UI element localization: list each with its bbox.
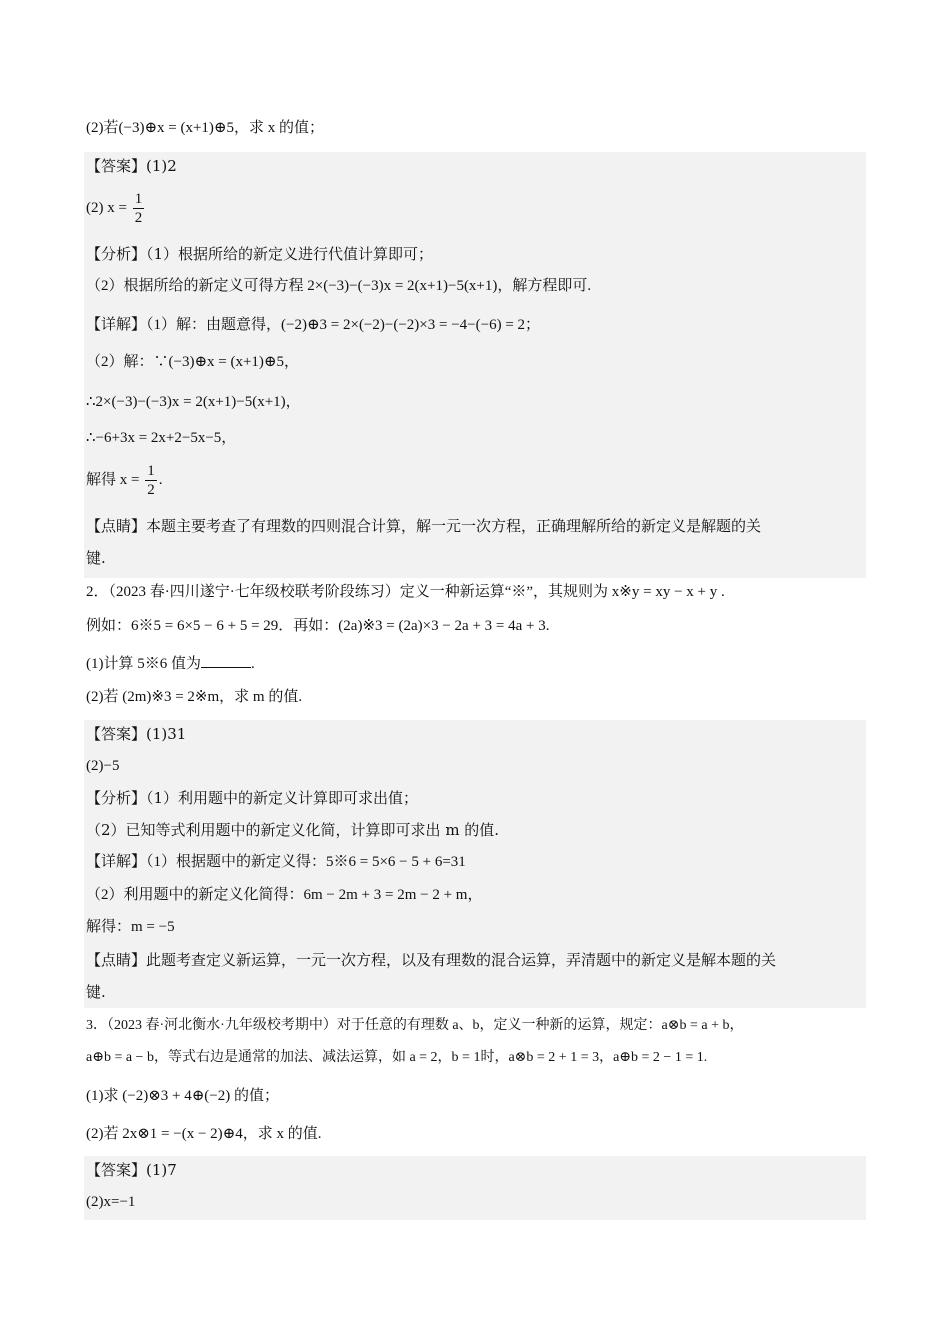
problem-3-statement-cont: a⊕b = a − b，等式右边是通常的加法、减法运算，如 a = 2，b = 1时，a⊗b = 2 + 1 = 3，a⊕b = 2 − 1 = 1. (86, 1050, 708, 1065)
analysis-line-1: 【分析】（1）利用题中的新定义计算即可求出值； (86, 789, 419, 807)
problem-3-statement: 3．（2023 春·河北衡水·九年级校考期中）对于任意的有理数 a、b，定义一种新的运算，规定：a⊗b = a + b， (86, 1018, 744, 1033)
problem-2-part-1: (1)计算 5※6 值为 . (86, 653, 255, 674)
problem-3-part-2: (2)若 2x⊗1 = −(x − 2)⊕4，求 x 的值. (86, 1126, 322, 1142)
detail-line-3: 解得：m = −5 (86, 919, 175, 935)
solution-line: 解得 x = $\frac{1}{2}$ . (86, 463, 163, 498)
detail-line-2: （2）解：∵(−3)⊕x = (x+1)⊕5， (86, 354, 299, 370)
answer-label: 【答案】(1)31 (86, 725, 187, 743)
answer-part-2: (2)x=−1 (86, 1194, 136, 1210)
problem-2-part-2: (2)若 (2m)※3 = 2※m，求 m 的值. (86, 689, 303, 705)
detail-line-3: ∴2×(−3)−(−3)x = 2(x+1)−5(x+1)， (86, 394, 301, 410)
analysis-line-2: （2）根据所给的新定义可得方程 2×(−3)−(−3)x = 2(x+1)−5(x+1)，解方程即可. (86, 278, 592, 294)
comment-line-2: 键. (86, 983, 106, 1001)
analysis-line-2: （2）已知等式利用题中的新定义化简，计算即可求出 m 的值. (86, 821, 500, 839)
detail-line-1: 【详解】（1）解：由题意得，(−2)⊕3 = 2×(−2)−(−2)×3 = −4−(−6) = 2； (86, 317, 541, 333)
solution-block-3 (84, 1156, 866, 1220)
detail-line-2: （2）利用题中的新定义化简得：6m − 2m + 3 = 2m − 2 + m， (86, 887, 483, 903)
fraction: $\frac{1}{2}$ (147, 463, 155, 498)
comment-line-2: 键. (86, 549, 106, 567)
problem-2-example: 例如：6※5 = 6×5 − 6 + 5 = 29．再如：(2a)※3 = (2a)×3 − 2a + 3 = 4a + 3. (86, 618, 550, 634)
answer-blank (201, 653, 251, 668)
comment-line-1: 【点睛】本题主要考查了有理数的四则混合计算，解一元一次方程，正确理解所给的新定义是解题的关 (86, 517, 762, 535)
question-part-2: (2)若(−3)⊕x = (x+1)⊕5，求 x 的值； (86, 120, 324, 136)
problem-2-statement: 2．（2023 春·四川遂宁·七年级校联考阶段练习）定义一种新运算“※”，其规则为 x※y = xy − x + y . (86, 584, 725, 600)
detail-line-1: 【详解】（1）根据题中的新定义得：5※6 = 5×6 − 5 + 6=31 (86, 854, 466, 870)
fraction: $\frac{1}{2}$ (134, 191, 143, 226)
answer-part-2: (2)−5 (86, 758, 120, 774)
comment-line-1: 【点睛】此题考查定义新运算，一元一次方程，以及有理数的混合运算，弄清题中的新定义是解本题的关 (86, 951, 777, 969)
detail-line-4: ∴−6+3x = 2x+2−5x−5， (86, 430, 237, 446)
answer-label: 【答案】(1)7 (86, 1161, 177, 1179)
answer-part-2: (2) x = $\frac{1}{2}$ (86, 191, 143, 226)
answer-label: 【答案】(1)2 (86, 157, 177, 175)
problem-3-part-1: (1)求 (−2)⊗3 + 4⊕(−2) 的值； (86, 1088, 279, 1104)
analysis-line-1: 【分析】（1）根据所给的新定义进行代值计算即可； (86, 245, 434, 263)
